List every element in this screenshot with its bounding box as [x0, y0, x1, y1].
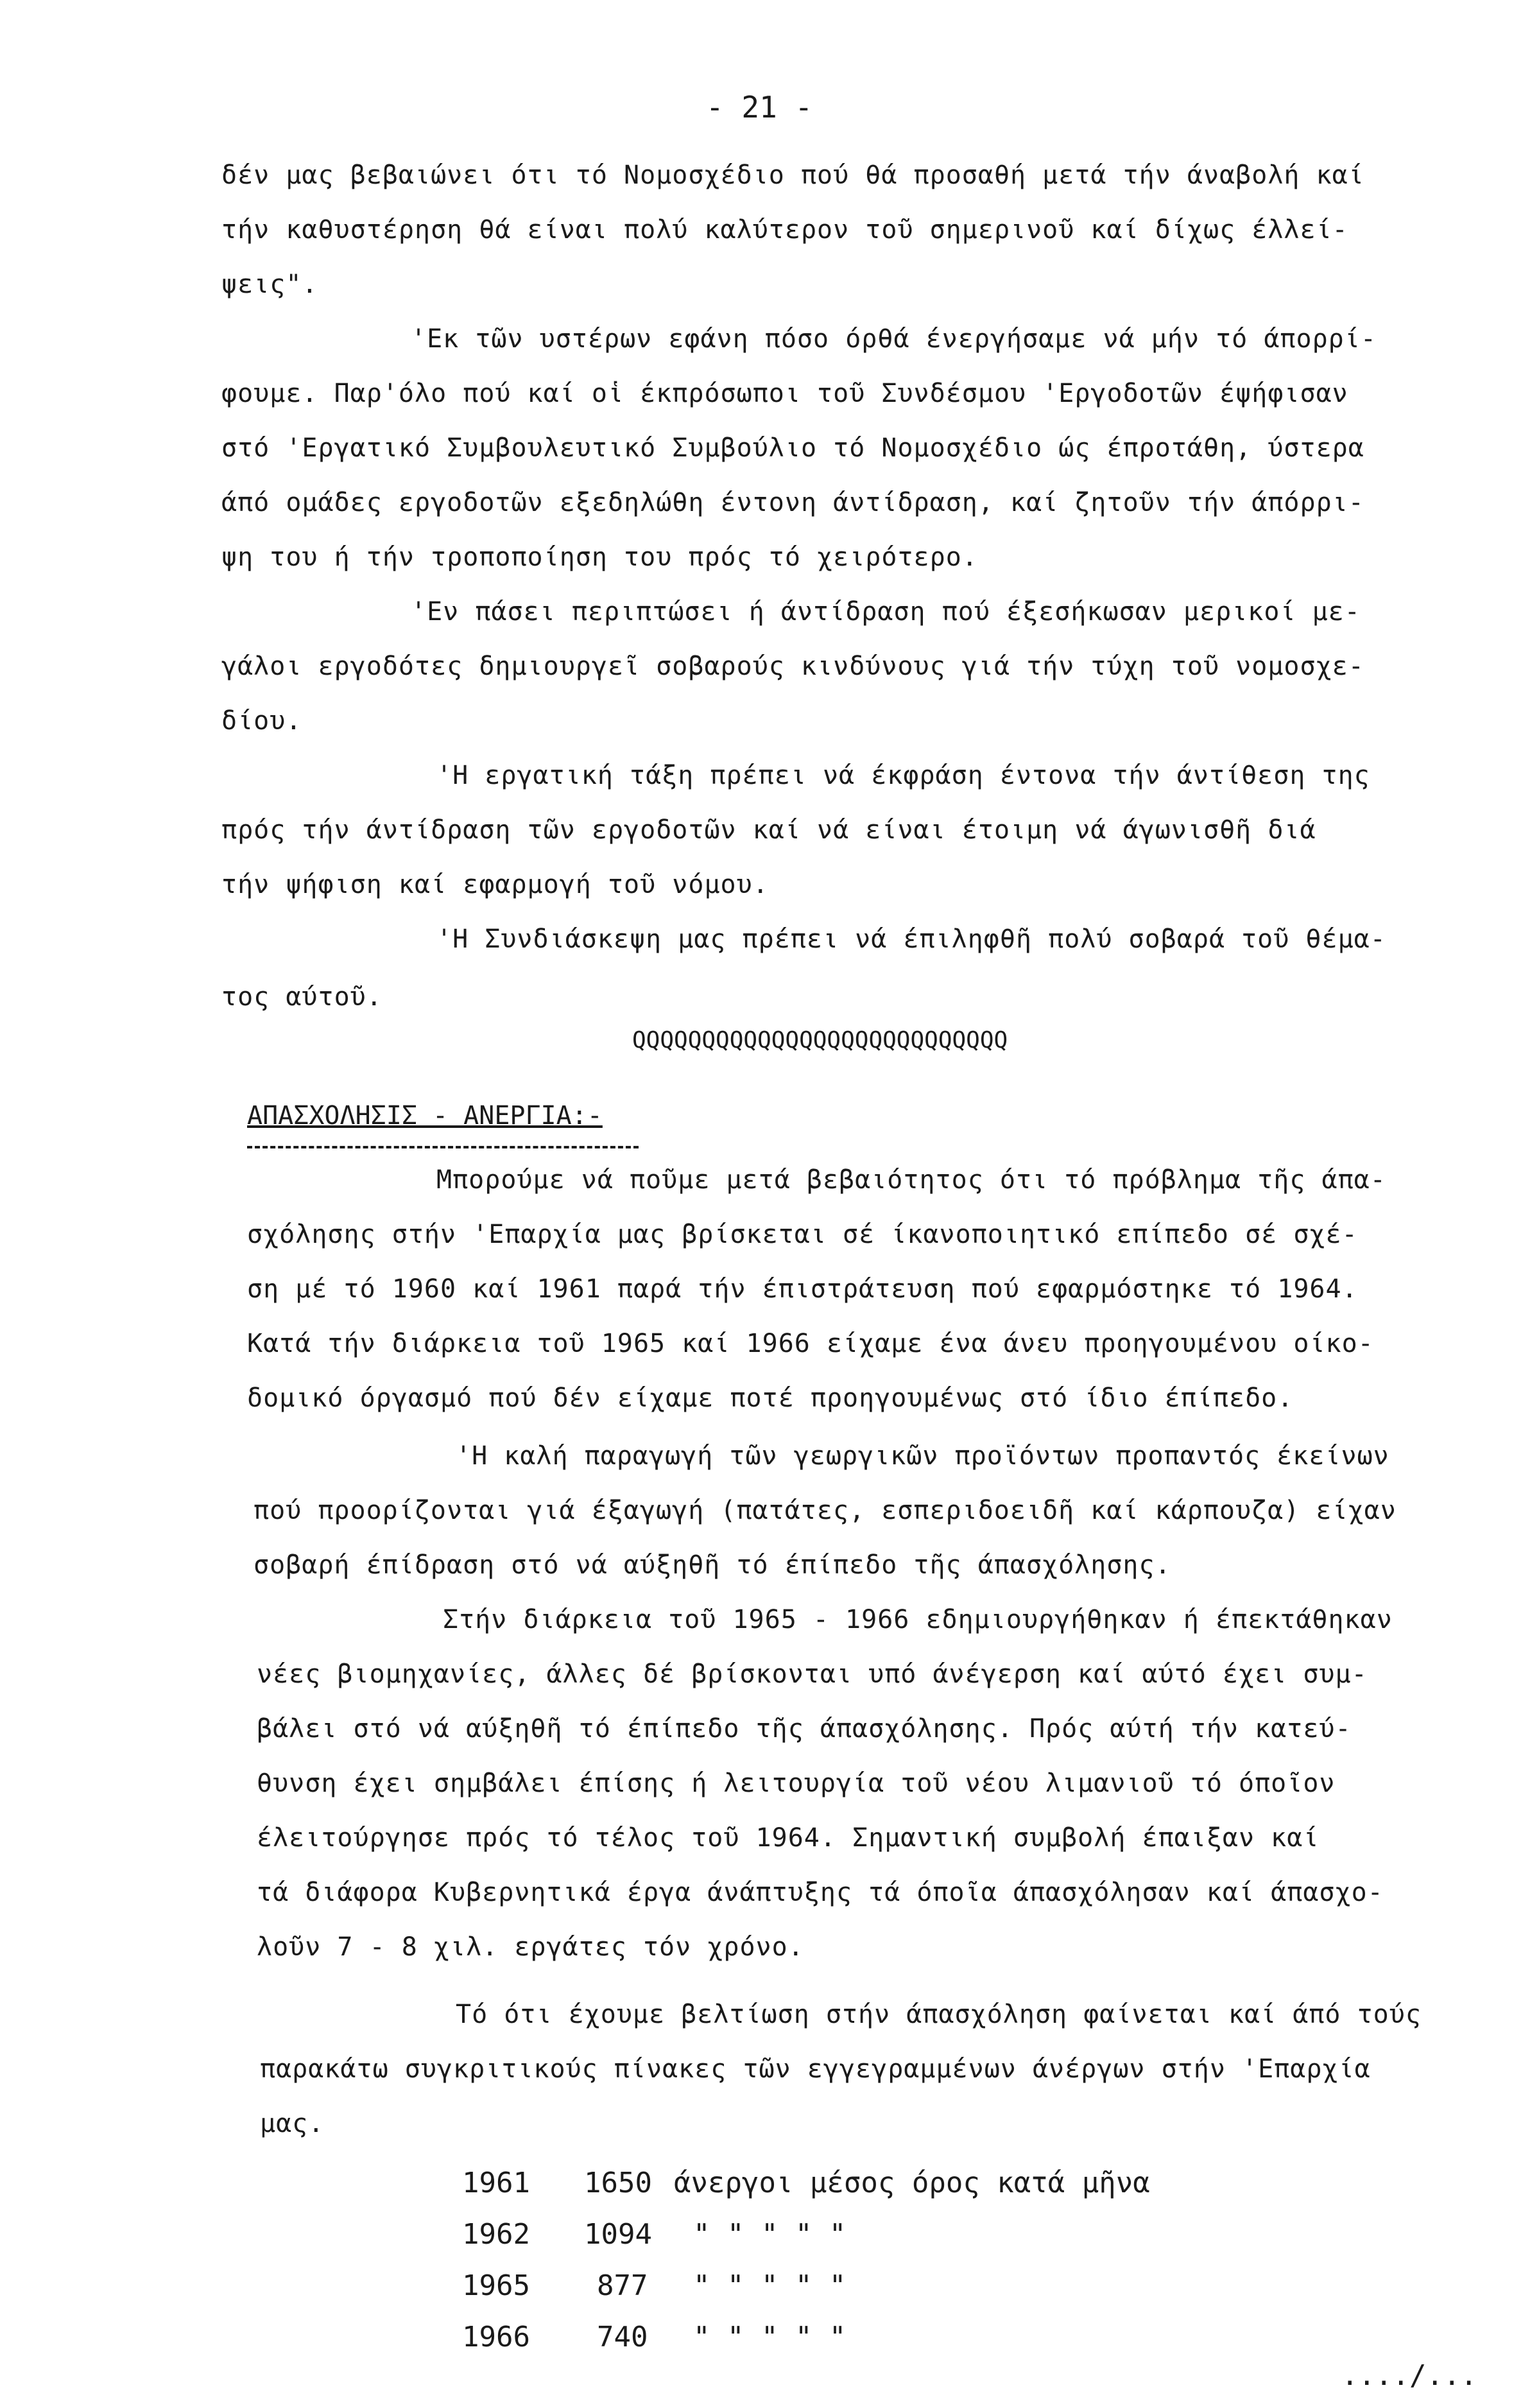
table-cell-year: 1961	[462, 2167, 530, 2199]
text-line: έλειτούργησε πρός τό τέλος τοῦ 1964. Σημαντική συμβολή έπαιξαν καί	[257, 1823, 1320, 1853]
text-line: 'Η εργατική τάξη πρέπει νά έκφράση έντονα τήν άντίθεση της	[436, 761, 1370, 790]
text-line: τά διάφορα Κυβερνητικά έργα άνάπτυξης τά όποῖα άπασχόλησαν καί άπασχο-	[257, 1878, 1384, 1907]
text-line: δίου.	[221, 706, 302, 736]
text-line: τήν ψήφιση καί εφαρμογή τοῦ νόμου.	[221, 870, 769, 899]
table-row	[462, 2269, 847, 2302]
heading-underline	[247, 1146, 639, 1148]
table-row	[462, 2167, 1150, 2199]
continuation-mark: ..../...	[1341, 2359, 1477, 2392]
text-line: λοῦν 7 - 8 χιλ. εργάτες τόν χρόνο.	[257, 1932, 804, 1962]
text-line: Στήν διάρκεια τοῦ 1965 - 1966 εδημιουργήθηκαν ή έπεκτάθηκαν	[443, 1605, 1393, 1634]
table-cell-text: " " " " "	[693, 2269, 847, 2302]
table-cell-year: 1965	[462, 2269, 530, 2302]
text-line: γάλοι εργοδότες δημιουργεῖ σοβαρούς κινδύνους γιά τήν τύχη τοῦ νομοσχε-	[221, 652, 1364, 681]
text-line: Τό ότι έχουμε βελτίωση στήν άπασχόληση φαίνεται καί άπό τούς	[456, 2000, 1422, 2029]
table-cell-value: 1094	[584, 2218, 652, 2251]
text-line: παρακάτω συγκριτικούς πίνακες τῶν εγγεγραμμένων άνέργων στήν 'Επαρχία	[260, 2054, 1371, 2084]
text-line: 'Η Συνδιάσκεψη μας πρέπει νά έπιληφθῆ πολύ σοβαρά τοῦ θέμα-	[436, 924, 1386, 954]
table-cell-value: 740	[597, 2321, 648, 2353]
text-line: βάλει στό νά αύξηθῆ τό έπίπεδο τῆς άπασχόλησης. Πρός αύτή τήν κατεύ-	[257, 1714, 1352, 1744]
text-line: 'Εκ τῶν υστέρων εφάνη πόσο όρθά ένεργήσαμε νά μήν τό άπορρί-	[411, 324, 1377, 354]
table-cell-value: 1650	[584, 2167, 652, 2199]
table-row	[462, 2218, 847, 2251]
section-heading: ΑΠΑΣΧΟΛΗΣΙΣ - ΑΝΕΡΓΙΑ:-	[247, 1101, 603, 1130]
text-line: ψη του ή τήν τροποποίηση του πρός τό χειρότερο.	[221, 542, 978, 572]
text-line: άπό ομάδες εργοδοτῶν εξεδηλώθη έντονη άντίδραση, καί ζητοῦν τήν άπόρρι-	[221, 488, 1364, 517]
text-line: Κατά τήν διάρκεια τοῦ 1965 καί 1966 είχαμε ένα άνευ προηγουμένου οίκο-	[247, 1329, 1374, 1358]
text-line: ψεις".	[221, 270, 318, 299]
table-cell-text: " " " " "	[693, 2218, 847, 2251]
text-line: θυνση έχει σημβάλει έπίσης ή λειτουργία τοῦ νέου λιμανιοῦ τό όποῖον	[257, 1769, 1336, 1798]
table-cell-year: 1962	[462, 2218, 530, 2251]
text-line: πρός τήν άντίδραση τῶν εργοδοτῶν καί νά είναι έτοιμη νά άγωνισθῆ διά	[221, 815, 1316, 845]
text-line: Μπορούμε νά ποῦμε μετά βεβαιότητος ότι τό πρόβλημα τῆς άπα-	[436, 1165, 1386, 1195]
text-line: νέες βιομηχανίες, άλλες δέ βρίσκονται υπό άνέγερση καί αύτό έχει συμ-	[257, 1659, 1368, 1689]
table-cell-year: 1966	[462, 2321, 530, 2353]
text-line: τος αύτοῦ.	[221, 982, 383, 1012]
text-line: μας.	[260, 2109, 325, 2138]
page-number: - 21 -	[706, 90, 813, 125]
table-cell-text: άνεργοι μέσος όρος κατά μῆνα	[674, 2167, 1150, 2199]
text-line: δομικό όργασμό πού δέν είχαμε ποτέ προηγουμένως στό ίδιο έπίπεδο.	[247, 1383, 1294, 1413]
separator-line: QQQQQQQQQQQQQQQQQQQQQQQQQQQ	[632, 1027, 1008, 1053]
table-cell-value: 877	[597, 2269, 648, 2302]
text-line: σοβαρή έπίδραση στό νά αύξηθῆ τό έπίπεδο τῆς άπασχόλησης.	[254, 1550, 1171, 1580]
text-line: ση μέ τό 1960 καί 1961 παρά τήν έπιστράτευση πού εφαρμόστηκε τό 1964.	[247, 1274, 1358, 1304]
text-line: στό 'Εργατικό Συμβουλευτικό Συμβούλιο τό Νομοσχέδιο ώς έπροτάθη, ύστερα	[221, 433, 1364, 463]
text-line: τήν καθυστέρηση θά είναι πολύ καλύτερον τοῦ σημερινοῦ καί δίχως έλλεί-	[221, 215, 1348, 245]
text-line: δέν μας βεβαιώνει ότι τό Νομοσχέδιο πού θά προσαθή μετά τήν άναβολή καί	[221, 160, 1364, 190]
text-line: 'Εν πάσει περιπτώσει ή άντίδραση πού έξεσήκωσαν μερικοί με-	[411, 597, 1361, 627]
table-cell-text: " " " " "	[693, 2321, 847, 2353]
text-line: 'Η καλή παραγωγή τῶν γεωργικῶν προϊόντων προπαντός έκείνων	[456, 1441, 1389, 1471]
table-row	[462, 2321, 847, 2353]
text-line: φουμε. Παρ'όλο πού καί οἱ έκπρόσωποι τοῦ Συνδέσμου 'Εργοδοτῶν έψήφισαν	[221, 379, 1348, 408]
text-line: σχόλησης στήν 'Επαρχία μας βρίσκεται σέ ίκανοποιητικό επίπεδο σέ σχέ-	[247, 1220, 1358, 1249]
text-line: πού προορίζονται γιά έξαγωγή (πατάτες, εσπεριδοειδῆ καί κάρπουζα) είχαν	[254, 1496, 1397, 1525]
